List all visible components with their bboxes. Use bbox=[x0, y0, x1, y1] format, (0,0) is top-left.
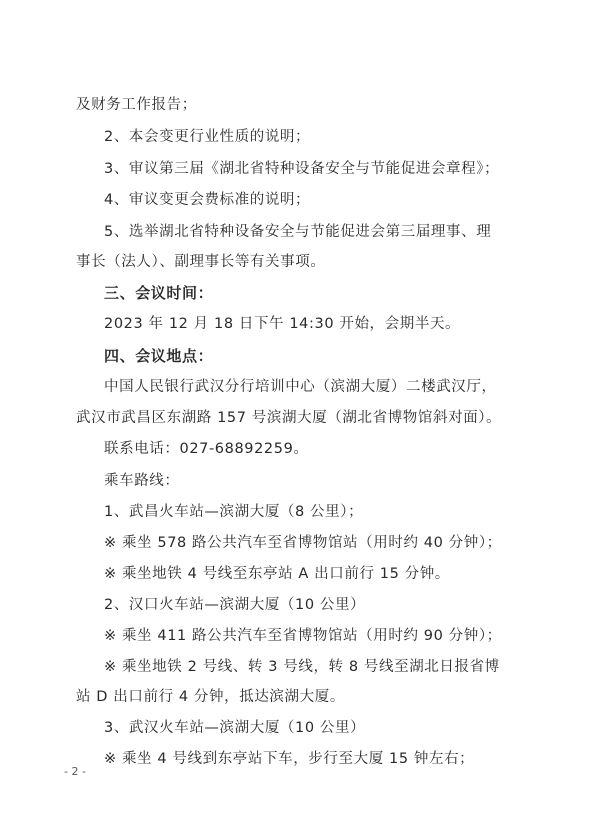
agenda-item-5: 5、选举湖北省特种设备安全与节能促进会第三届理事、理 bbox=[104, 224, 492, 240]
agenda-item-3: 3、审议第三届《湖北省特种设备安全与节能促进会章程》； bbox=[104, 161, 500, 177]
route-2-metro: ※ 乘坐地铁 2 号线、转 3 号线，转 8 号线至湖北日报省博 bbox=[104, 659, 500, 675]
agenda-item-2: 2、本会变更行业性质的说明； bbox=[104, 129, 311, 145]
route-3-metro: ※ 乘坐 4 号线到东亭站下车，步行至大厦 15 钟左右； bbox=[104, 751, 475, 767]
meeting-address: 武汉市武昌区东湖路 157 号滨湖大厦（湖北省博物馆斜对面）。 bbox=[76, 410, 502, 426]
route-1-metro: ※ 乘坐地铁 4 号线至东亭站 A 出口前行 15 分钟。 bbox=[104, 566, 450, 582]
section-heading-meeting-time: 三、会议时间： bbox=[104, 284, 214, 302]
agenda-item-5-continued: 事长（法人）、副理事长等有关事项。 bbox=[76, 254, 326, 270]
meeting-venue: 中国人民银行武汉分行培训中心（滨湖大厦）二楼武汉厅， bbox=[104, 379, 497, 395]
route-2-metro-continued: 站 D 出口前行 4 分钟，抵达滨湖大厦。 bbox=[76, 689, 345, 705]
meeting-time-text: 2023 年 12 月 18 日下午 14:30 开始，会期半天。 bbox=[104, 316, 461, 332]
route-3-title: 3、武汉火车站—滨湖大厦（10 公里） bbox=[104, 720, 366, 736]
route-heading: 乘车路线： bbox=[104, 473, 180, 489]
route-1-title: 1、武昌火车站—滨湖大厦（8 公里）； bbox=[104, 504, 364, 520]
route-2-title: 2、汉口火车站—滨湖大厦（10 公里） bbox=[104, 597, 366, 613]
section-heading-meeting-location: 四、会议地点： bbox=[104, 347, 214, 365]
page-number: - 2 - bbox=[64, 765, 86, 778]
route-1-bus: ※ 乘坐 578 路公共汽车至省博物馆站（用时约 40 分钟）； bbox=[104, 535, 502, 551]
contact-phone: 联系电话：027-68892259。 bbox=[104, 441, 309, 457]
agenda-item-4: 4、审议变更会费标准的说明； bbox=[104, 192, 311, 208]
route-2-bus: ※ 乘坐 411 路公共汽车至省博物馆站（用时约 90 分钟）； bbox=[104, 628, 502, 644]
text-line-financial-report: 及财务工作报告； bbox=[76, 97, 197, 113]
